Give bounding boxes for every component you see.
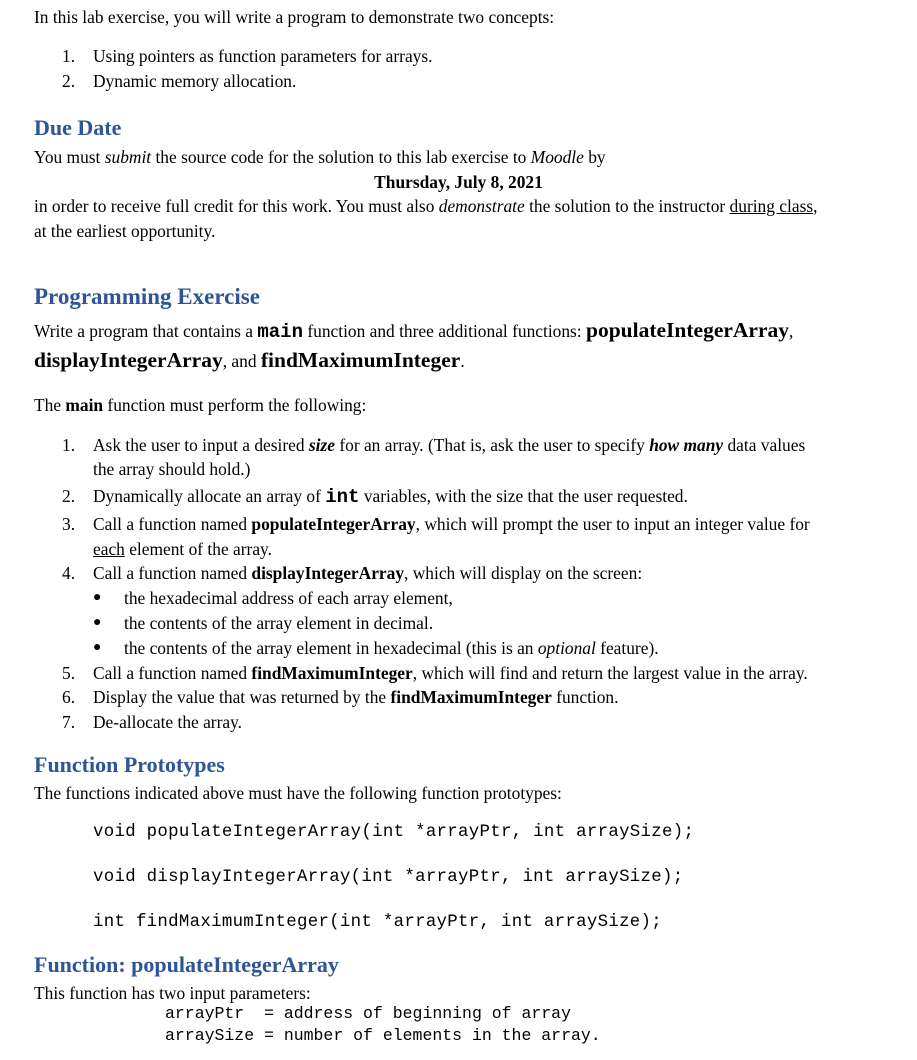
list-number: 2. [62, 71, 76, 91]
text-run: findMaximumInteger [390, 687, 552, 707]
text-run: Display the value that was returned by the [93, 687, 391, 707]
text-run: displayIntegerArray [251, 563, 405, 583]
text-run: findMaximumInteger [251, 663, 413, 683]
bullet-icon: ● [93, 640, 102, 655]
list-number: 3. [62, 514, 76, 534]
text-run: , which will display on the screen: [404, 563, 643, 583]
list-number: 1. [62, 46, 76, 66]
text-run: optional [537, 638, 596, 658]
text-run: populateIntegerArray [251, 514, 416, 534]
text-run: , [813, 196, 818, 216]
programming-heading: Programming Exercise [34, 284, 260, 309]
list-number: 5. [62, 663, 76, 683]
text-run: demonstrate [438, 196, 525, 216]
list-number: 4. [62, 563, 76, 583]
list-number: 7. [62, 712, 76, 732]
list-text: Using pointers as function parameters for arrays. [93, 46, 433, 66]
text-run: , which will find and return the largest value in the array. [412, 663, 808, 683]
text-run: Call a function named [93, 563, 252, 583]
programming-para-line-1 [34, 316, 793, 346]
text-run: Write a program that contains a [34, 321, 258, 341]
prototype-code-3: int findMaximumInteger(int *arrayPtr, int arraySize); [93, 913, 663, 932]
list-text [93, 561, 893, 585]
text-run: displayIntegerArray [34, 348, 223, 372]
intro-text: In this lab exercise, you will write a program to demonstrate two concepts: [34, 7, 555, 27]
due-line-4: at the earliest opportunity. [34, 221, 216, 241]
text-run: . [460, 351, 465, 371]
text-run: int [325, 486, 360, 508]
text-run: function. [551, 687, 619, 707]
text-run: during class [729, 196, 814, 216]
text-run: the solution to the instructor [524, 196, 730, 216]
param-arraySize: arraySize = number of elements in the array. [165, 1026, 601, 1045]
text-run: in order to receive full credit for this work. You must also [34, 196, 439, 216]
text-run: , [789, 321, 794, 341]
text-run: for an array. (That is, ask the user to specify [334, 435, 650, 455]
text-run: main [65, 395, 104, 415]
bullet-icon: ● [93, 590, 102, 605]
text-run: You must [34, 147, 105, 167]
text-run: function and three additional functions: [302, 321, 586, 341]
list-text: Dynamic memory allocation. [93, 71, 297, 91]
text-run: size [308, 435, 335, 455]
list-number: 1. [62, 435, 76, 455]
due-date-heading: Due Date [34, 115, 122, 140]
list-number: 2. [62, 486, 76, 506]
due-line-3 [34, 194, 817, 218]
prototype-code-2: void displayIntegerArray(int *arrayPtr, int arraySize); [93, 868, 684, 887]
populate-text: This function has two input parameters: [34, 983, 311, 1003]
main-intro [34, 393, 366, 417]
list-text: De-allocate the array. [93, 712, 243, 732]
text-run: , which will prompt the user to input an integer value for [415, 514, 810, 534]
text-run: function must perform the following: [103, 395, 367, 415]
list-number: 6. [62, 687, 76, 707]
list-text: the contents of the array element in decimal. [124, 613, 434, 633]
text-run: findMaximumInteger [260, 348, 461, 372]
text-run: Call a function named [93, 514, 252, 534]
text-run: each [93, 539, 125, 559]
due-line-1 [34, 145, 606, 169]
prototype-code-1: void populateIntegerArray(int *arrayPtr, int arraySize); [93, 823, 695, 842]
text-run: , and [222, 351, 261, 371]
list-text [124, 636, 894, 660]
programming-para-line-2 [34, 346, 465, 375]
text-run: Moodle [530, 147, 584, 167]
text-run: the contents of the array element in hexadecimal (this is an [124, 638, 538, 658]
due-date: Thursday, July 8, 2021 [374, 172, 543, 192]
list-text: the array should hold.) [93, 459, 251, 479]
list-text [93, 484, 893, 509]
list-text [93, 433, 893, 457]
list-text [93, 661, 893, 685]
list-text [93, 685, 893, 709]
list-text [93, 512, 893, 536]
list-text [93, 537, 893, 561]
text-run: Dynamically allocate an array of [93, 486, 326, 506]
text-run: feature). [595, 638, 659, 658]
text-run: Call a function named [93, 663, 252, 683]
text-run: submit [104, 147, 152, 167]
list-text: the hexadecimal address of each array element, [124, 588, 453, 608]
text-run: by [583, 147, 606, 167]
text-run: how many [649, 435, 724, 455]
bullet-icon: ● [93, 615, 102, 630]
text-run: variables, with the size that the user requested. [359, 486, 688, 506]
param-arrayPtr: arrayPtr = address of beginning of array [165, 1004, 571, 1023]
text-run: main [257, 321, 303, 343]
text-run: data values [723, 435, 806, 455]
text-run: the source code for the solution to this lab exercise to [151, 147, 531, 167]
text-run: The [34, 395, 66, 415]
prototypes-text: The functions indicated above must have the following function prototypes: [34, 783, 562, 803]
prototypes-heading: Function Prototypes [34, 752, 225, 777]
text-run: Ask the user to input a desired [93, 435, 309, 455]
populate-heading: Function: populateIntegerArray [34, 952, 339, 977]
text-run: element of the array. [124, 539, 272, 559]
text-run: populateIntegerArray [586, 318, 790, 342]
